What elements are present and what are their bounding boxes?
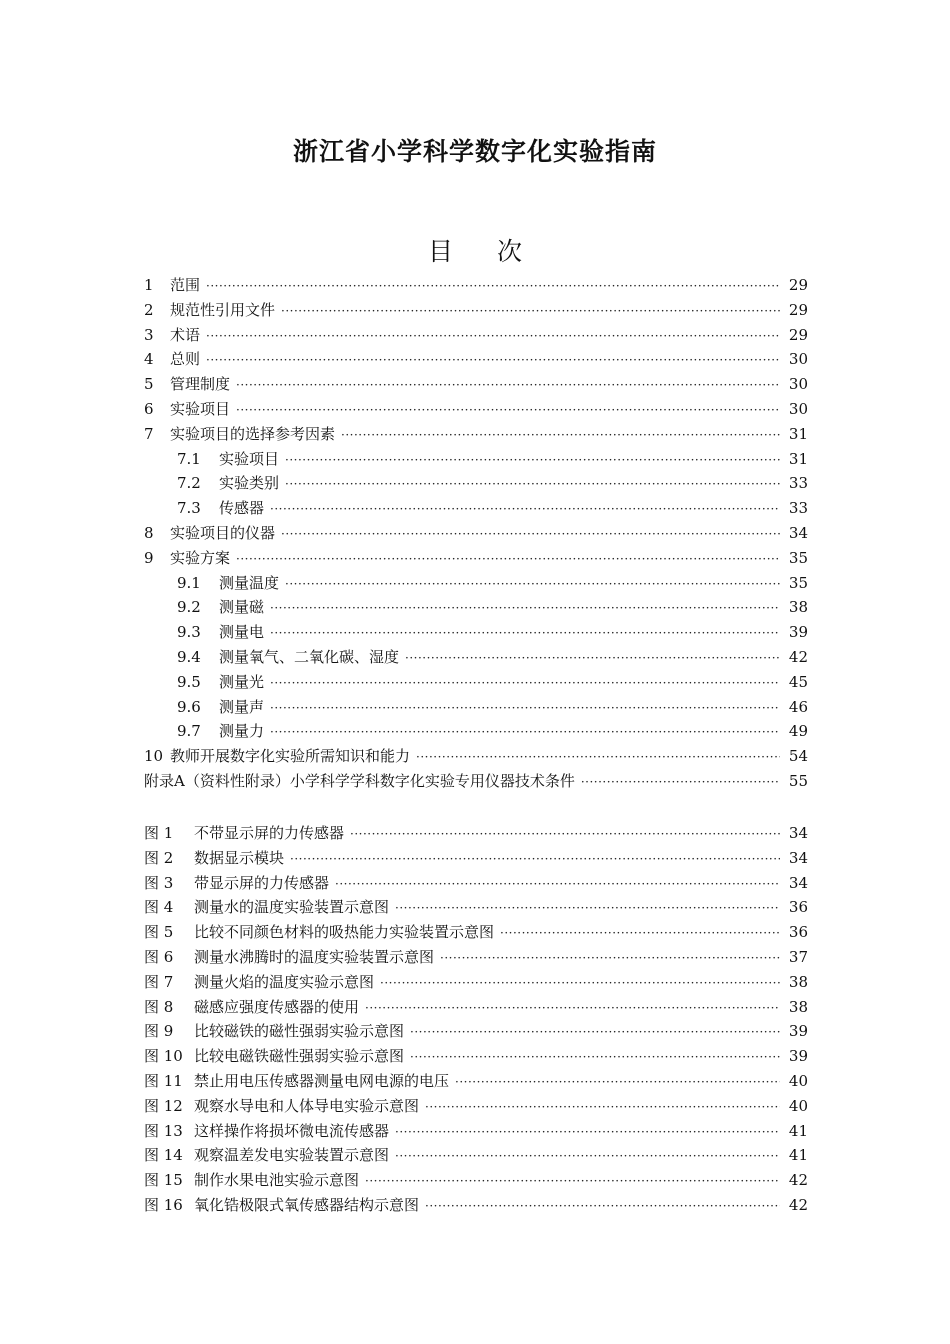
toc-entry[interactable] [144,299,808,324]
toc-entry[interactable] [144,547,808,572]
toc-entry-label: 管理制度 [170,375,231,394]
toc-entry-page: 35 [788,573,808,592]
figure-entry-page: 42 [788,1195,808,1214]
dot-leader [285,453,780,467]
toc-entry-page: 33 [788,474,808,493]
toc-entry-page: 49 [788,722,808,741]
dot-leader [341,428,780,442]
toc-entry-label: 测量氧气、二氧化碳、湿度 [219,647,400,666]
figure-entry[interactable] [144,971,808,996]
figure-entry[interactable] [144,1194,808,1219]
figure-entry-label: 氧化锆极限式氧传感器结构示意图 [194,1195,420,1214]
toc-entry-label: 传感器 [219,499,265,518]
toc-list [144,274,808,795]
toc-entry-label: 附录A（资料性附录）小学科学学科数字化实验专用仪器技术条件 [144,771,575,790]
figure-entry-page: 38 [788,972,808,991]
figure-entry-number: 图 1 [144,824,174,842]
toc-entry-label: 实验项目 [170,399,231,418]
dot-leader [380,976,780,990]
toc-entry-page: 46 [788,697,808,716]
dot-leader [395,1125,780,1139]
toc-entry-label: 测量磁 [219,598,265,617]
figure-list [144,822,808,1219]
figure-entry-page: 42 [788,1171,808,1190]
document-title: 浙江省小学科学数字化实验指南 [292,137,657,166]
figure-entry-page: 38 [788,997,808,1016]
toc-entry-page: 33 [788,499,808,518]
dot-leader [395,901,780,915]
toc-entry[interactable] [144,696,808,721]
figure-entry-page: 34 [788,873,808,892]
toc-entry[interactable] [144,745,808,770]
figure-entry-label: 测量水的温度实验装置示意图 [194,898,390,917]
dot-leader [395,1149,780,1163]
toc-entry-label: 测量力 [219,722,265,741]
dot-leader [290,852,780,866]
toc-entry[interactable] [144,497,808,522]
toc-entry-number: 9.3 [177,623,201,642]
toc-entry-number: 9.7 [177,722,201,741]
toc-entry-number: 9 [144,548,154,567]
toc-entry-page: 30 [788,375,808,394]
dot-leader [365,1174,780,1188]
toc-entry[interactable] [144,720,808,745]
toc-entry-page: 30 [788,350,808,369]
dot-leader [270,676,780,690]
toc-entry-page: 55 [788,771,808,790]
figure-entry-label: 观察水导电和人体导电实验示意图 [194,1096,420,1115]
figure-entry-label: 测量水沸腾时的温度实验装置示意图 [194,947,435,966]
figure-entry[interactable] [144,872,808,897]
toc-entry[interactable] [144,324,808,349]
toc-entry[interactable] [144,646,808,671]
toc-entry[interactable] [144,770,808,795]
figure-entry-page: 36 [788,898,808,917]
figure-entry-label: 比较不同颜色材料的吸热能力实验装置示意图 [194,923,495,942]
toc-entry-number: 5 [144,375,154,394]
dot-leader [425,1100,780,1114]
toc-entry-label: 实验项目的仪器 [170,523,276,542]
toc-heading-left: 目 [427,237,453,266]
toc-entry[interactable] [144,373,808,398]
figure-entry-label: 制作水果电池实验示意图 [194,1171,360,1190]
toc-entry-page: 38 [788,598,808,617]
toc-entry[interactable] [144,274,808,299]
figure-entry[interactable] [144,1070,808,1095]
dot-leader [236,378,780,392]
figure-entry[interactable] [144,946,808,971]
toc-entry[interactable] [144,596,808,621]
toc-entry-page: 31 [788,424,808,443]
dot-leader [281,527,780,541]
dot-leader [410,1025,780,1039]
toc-entry-number: 9.2 [177,598,201,617]
figure-entry-number: 图 14 [144,1146,183,1165]
figure-entry-label: 磁感应强度传感器的使用 [194,997,360,1016]
toc-entry-page: 31 [788,449,808,468]
figure-entry-page: 36 [788,923,808,942]
dot-leader [455,1075,780,1089]
figure-entry-number: 图 7 [144,972,174,991]
toc-entry-number: 7.3 [177,499,201,518]
toc-entry[interactable] [144,522,808,547]
figure-entry-page: 39 [788,1022,808,1041]
figure-entry-number: 图 5 [144,923,174,942]
toc-entry-label: 总则 [170,350,201,369]
toc-entry-number: 1 [144,276,154,294]
toc-entry[interactable] [144,423,808,448]
toc-entry[interactable] [144,348,808,373]
figure-entry-label: 不带显示屏的力传感器 [194,824,345,842]
dot-leader [270,626,780,640]
figure-entry-page: 39 [788,1047,808,1066]
figure-entry-label: 这样操作将损坏微电流传感器 [194,1121,390,1140]
dot-leader [236,403,780,417]
toc-entry-label: 测量电 [219,623,265,642]
dot-leader [270,701,780,715]
toc-entry-number: 6 [144,399,154,418]
toc-entry-number: 7.2 [177,474,201,493]
toc-entry-page: 54 [788,747,808,766]
toc-entry-label: 测量光 [219,672,265,691]
toc-entry-label: 实验类别 [219,474,280,493]
figure-entry-number: 图 9 [144,1022,174,1041]
toc-entry-label: 实验项目 [219,449,280,468]
dot-leader [236,552,780,566]
toc-heading-right: 次 [497,237,523,266]
figure-entry[interactable] [144,847,808,872]
toc-entry-page: 39 [788,623,808,642]
figure-entry-number: 图 8 [144,997,174,1016]
toc-entry-number: 3 [144,325,154,344]
toc-entry-number: 8 [144,523,154,542]
toc-entry-label: 实验方案 [170,548,231,567]
figure-entry[interactable] [144,1095,808,1120]
figure-entry-label: 比较电磁铁磁性强弱实验示意图 [194,1047,405,1066]
figure-entry-number: 图 15 [144,1171,183,1190]
figure-entry[interactable] [144,1144,808,1169]
dot-leader [270,502,780,516]
dot-leader [365,1001,780,1015]
dot-leader [206,279,780,293]
toc-heading [0,232,950,268]
dot-leader [270,601,780,615]
toc-entry-page: 42 [788,647,808,666]
figure-entry-number: 图 3 [144,873,174,892]
toc-entry-label: 测量温度 [219,573,280,592]
toc-entry-page: 45 [788,672,808,691]
figure-entry-page: 41 [788,1146,808,1165]
toc-entry-number: 9.5 [177,672,201,691]
figure-entry-label: 测量火焰的温度实验示意图 [194,972,375,991]
toc-entry-label: 规范性引用文件 [170,300,276,319]
toc-entry-page: 30 [788,399,808,418]
toc-entry-label: 范围 [170,276,201,294]
figure-entry-page: 41 [788,1121,808,1140]
figure-entry[interactable] [144,1045,808,1070]
figure-entry-number: 图 12 [144,1096,183,1115]
dot-leader [405,651,780,665]
toc-entry-number: 10 [144,747,164,766]
figure-entry-page: 37 [788,947,808,966]
dot-leader [440,951,780,965]
figure-entry-label: 带显示屏的力传感器 [194,873,330,892]
toc-entry-label: 测量声 [219,697,265,716]
toc-entry-number: 9.6 [177,697,201,716]
dot-leader [206,353,780,367]
figure-entry[interactable] [144,921,808,946]
dot-leader [270,725,780,739]
dot-leader [416,750,780,764]
dot-leader [206,329,780,343]
figure-entry-page: 40 [788,1071,808,1090]
dot-leader [281,304,780,318]
toc-entry[interactable] [144,398,808,423]
toc-entry-page: 29 [788,300,808,319]
toc-entry-page: 34 [788,523,808,542]
toc-entry-number: 7 [144,424,154,443]
toc-entry[interactable] [144,621,808,646]
figure-entry-label: 数据显示模块 [194,848,285,867]
figure-entry-number: 图 10 [144,1047,183,1066]
dot-leader [410,1050,780,1064]
toc-entry[interactable] [144,671,808,696]
figure-entry-label: 观察温差发电实验装置示意图 [194,1146,390,1165]
toc-entry-number: 9.4 [177,647,201,666]
figure-entry-label: 比较磁铁的磁性强弱实验示意图 [194,1022,405,1041]
figure-entry[interactable] [144,1169,808,1194]
toc-entry[interactable] [144,572,808,597]
figure-entry[interactable] [144,996,808,1021]
toc-entry-page: 35 [788,548,808,567]
figure-entry-label: 禁止用电压传感器测量电网电源的电压 [194,1071,450,1090]
dot-leader [500,926,780,940]
toc-entry[interactable] [144,448,808,473]
figure-entry-number: 图 2 [144,848,174,867]
figure-entry-number: 图 6 [144,947,174,966]
figure-entry[interactable] [144,896,808,921]
dot-leader [285,577,780,591]
dot-leader [335,877,780,891]
toc-entry-number: 2 [144,300,154,319]
figure-entry-page: 34 [788,824,808,842]
figure-entry-page: 34 [788,848,808,867]
figure-entry-number: 图 13 [144,1121,183,1140]
toc-entry-number: 4 [144,350,154,369]
toc-entry-label: 实验项目的选择参考因素 [170,424,336,443]
toc-entry-number: 7.1 [177,449,201,468]
figure-entry-number: 图 16 [144,1195,183,1214]
toc-entry-page: 29 [788,276,808,294]
toc-entry-page: 29 [788,325,808,344]
dot-leader [425,1199,780,1213]
figure-entry-page: 40 [788,1096,808,1115]
figure-entry-number: 图 4 [144,898,174,917]
figure-entry[interactable] [144,822,808,847]
toc-entry-label: 术语 [170,325,201,344]
dot-leader [350,827,780,841]
figure-entry[interactable] [144,1120,808,1145]
figure-entry-number: 图 11 [144,1071,183,1090]
figure-entry[interactable] [144,1020,808,1045]
dot-leader [285,477,780,491]
toc-entry-label: 教师开展数字化实验所需知识和能力 [170,747,411,766]
dot-leader [581,775,780,789]
toc-entry-number: 9.1 [177,573,201,592]
toc-entry[interactable] [144,472,808,497]
